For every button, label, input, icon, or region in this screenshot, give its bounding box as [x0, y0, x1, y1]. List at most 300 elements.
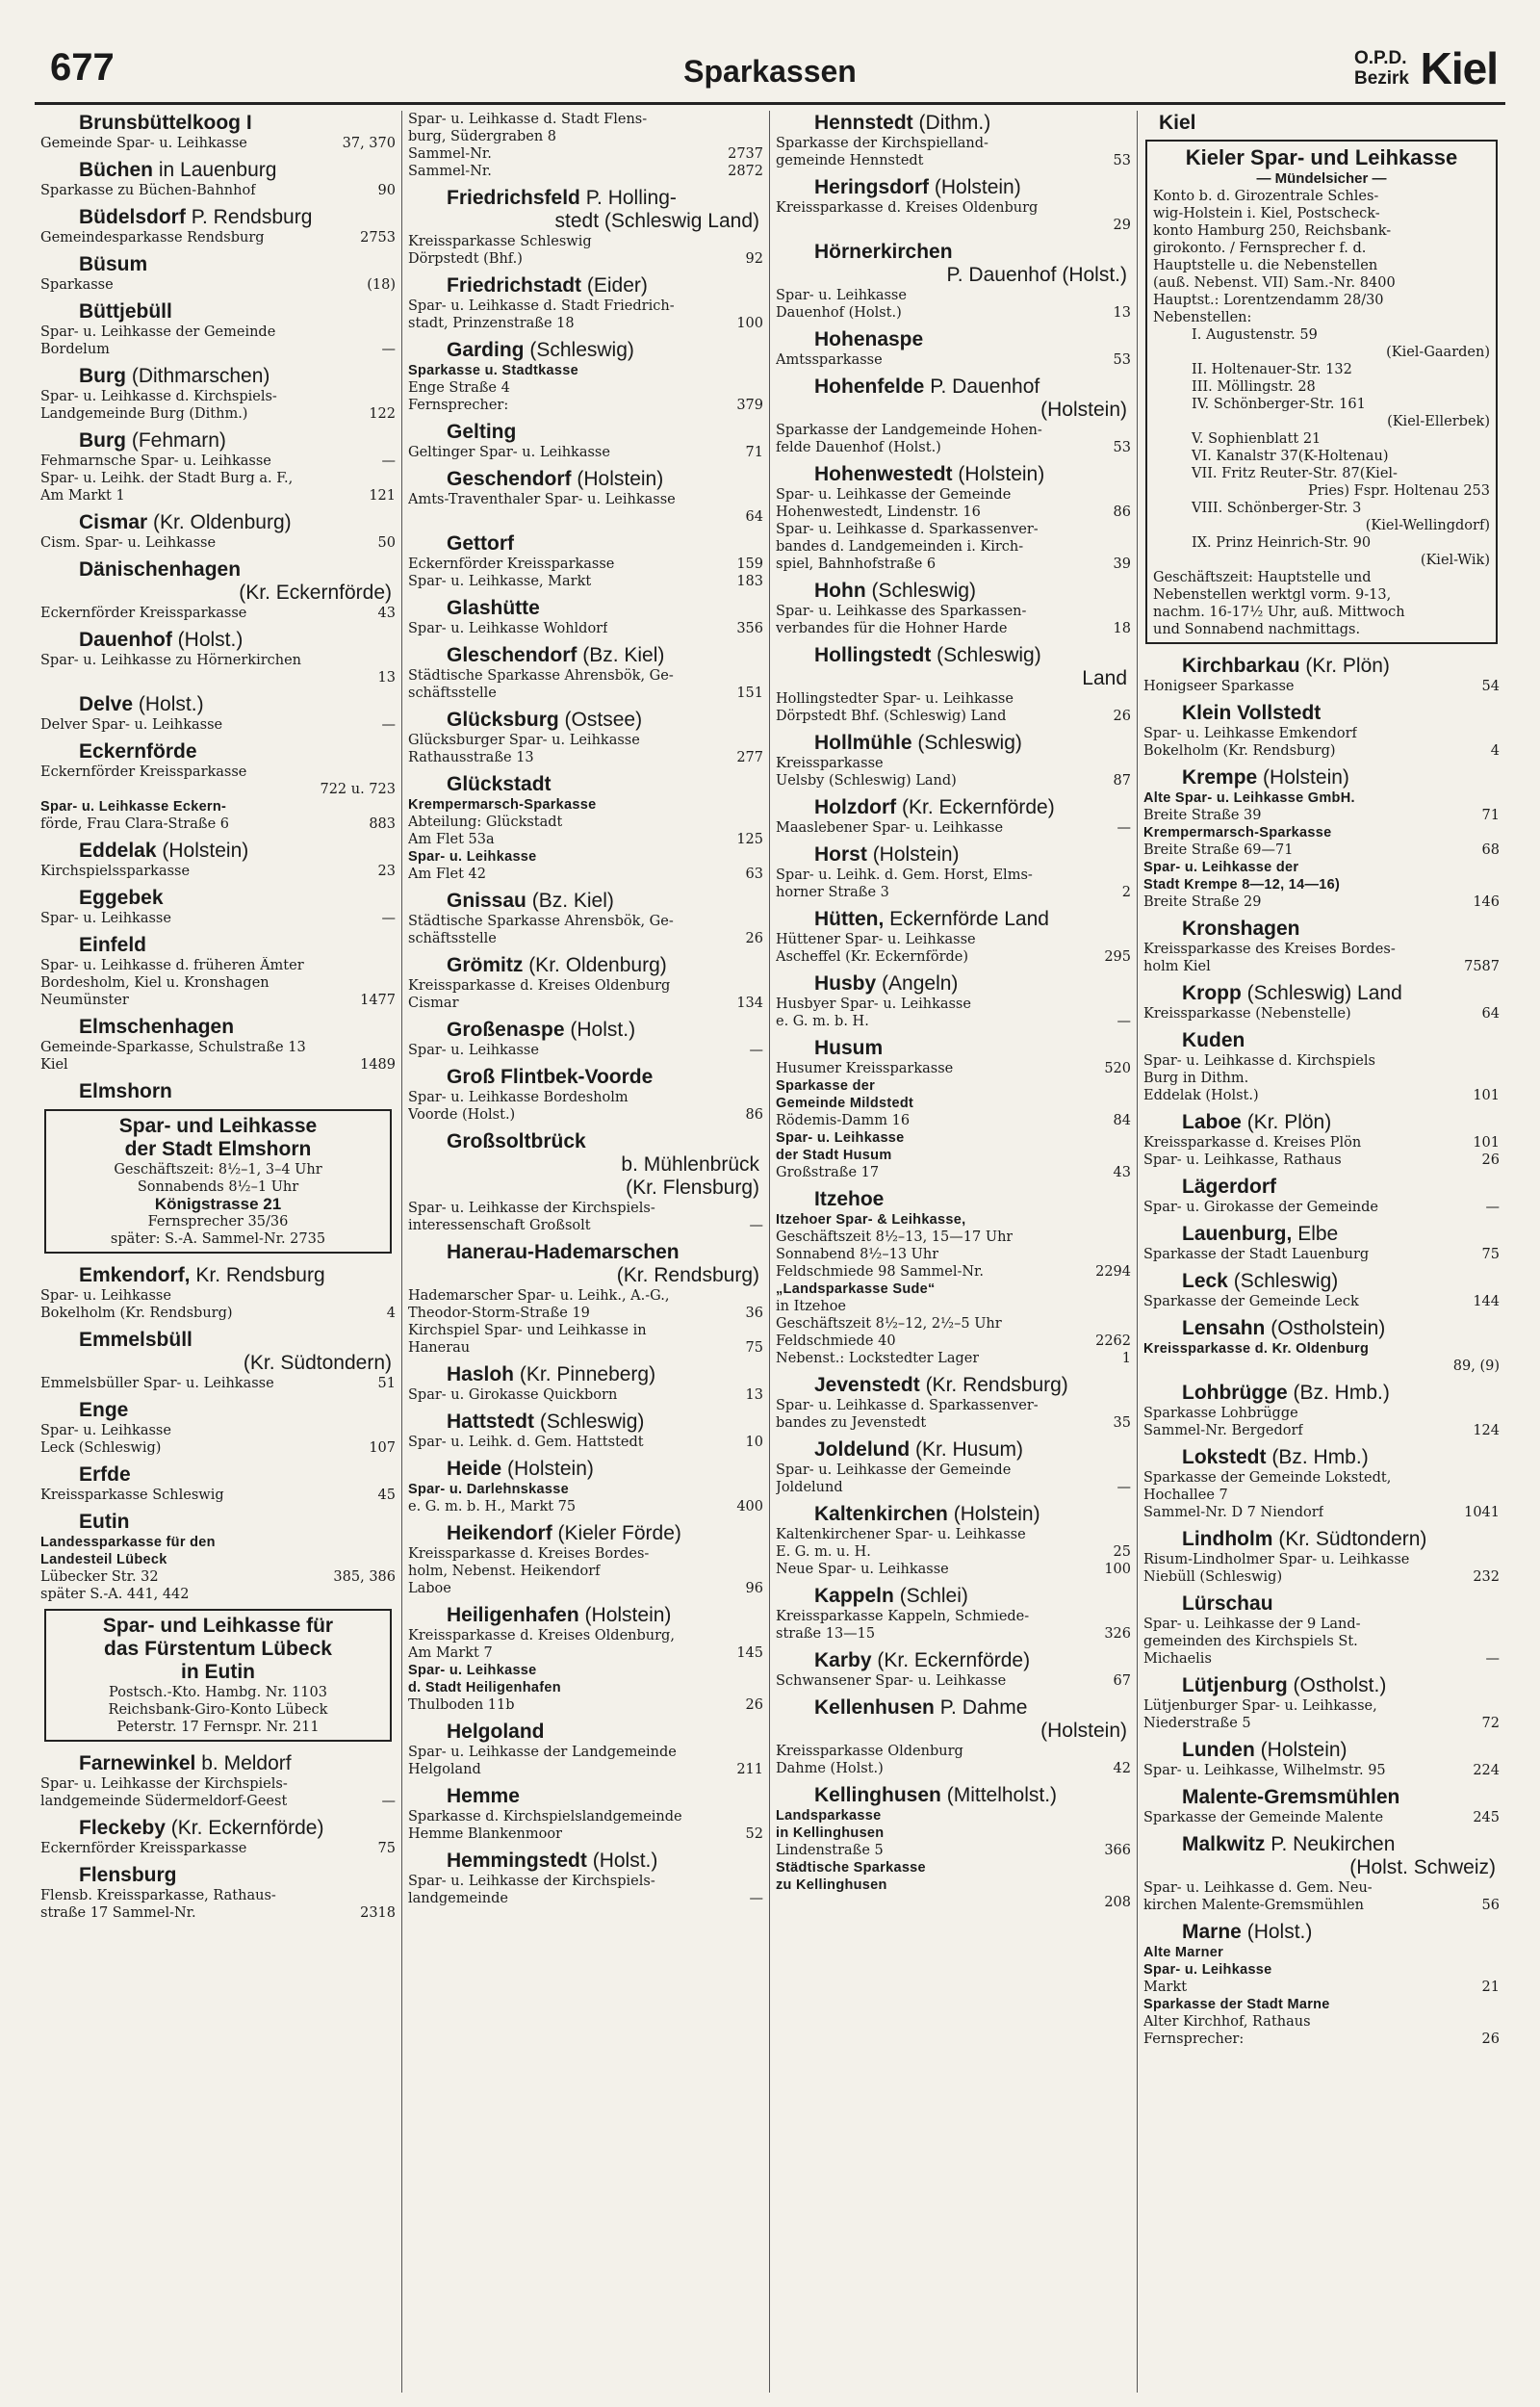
entry-number: 26 [1481, 2032, 1500, 2047]
entry-line [1143, 807, 1500, 824]
place-qualifier: (Holstein) [953, 1503, 1040, 1525]
advert-line: (auß. Nebenst. VII) Sam.-Nr. 8400 [1153, 275, 1396, 291]
list-item [776, 1036, 1131, 1181]
entry-line [408, 397, 763, 414]
place-name [408, 338, 763, 362]
place-name [40, 1015, 396, 1039]
entry-text: Landessparkasse für den [40, 1535, 216, 1550]
place-title: Emkendorf, [79, 1264, 191, 1286]
place-name [408, 708, 763, 732]
place-name [40, 739, 396, 764]
entry-line [40, 470, 396, 487]
place-name [1143, 701, 1500, 725]
entry-line [776, 884, 1131, 901]
entry-text: Fernsprecher: [408, 398, 509, 413]
entry-text: Eckernförder Kreissparkasse [40, 606, 247, 621]
place-qualifier: Land [1082, 667, 1127, 689]
list-item [40, 692, 396, 734]
branch-line: Pries) Fspr. Holtenau 253 [1308, 483, 1490, 499]
place-title: Großsoltbrück [447, 1130, 586, 1152]
place-name [1143, 1110, 1500, 1134]
entry-text: gemeinden des Kirchspiels St. [1143, 1634, 1358, 1649]
place-name [776, 240, 1131, 264]
place-name [776, 375, 1131, 399]
entry-line [1143, 1633, 1500, 1650]
entry-line [408, 1761, 763, 1778]
entry-line [40, 652, 396, 669]
place-name [776, 327, 1131, 351]
entry-line [408, 1386, 763, 1404]
entry-text: Glücksburger Spar- u. Leihkasse [408, 733, 640, 748]
entry-text: Spar- u. Leihkasse [1143, 1962, 1272, 1978]
place-qualifier: P. Rendsburg [191, 206, 313, 228]
entry-text: Neumünster [40, 993, 129, 1008]
entry-line [40, 453, 396, 470]
list-item [1143, 1381, 1500, 1439]
entry-line [776, 1315, 1131, 1333]
entry-line [776, 1876, 1131, 1894]
entry-text: Spar- u. Leihkasse d. Stadt Friedrich- [408, 298, 675, 314]
branch-line: III. Möllingstr. 28 [1192, 379, 1316, 395]
page-number: 677 [50, 46, 115, 89]
list-item [408, 1362, 763, 1404]
entry-line [776, 1526, 1131, 1543]
entry-line [408, 1873, 763, 1890]
entry-number: 4 [386, 1306, 396, 1321]
entry-number: 72 [1481, 1716, 1500, 1731]
entry-text: straße 13—15 [776, 1626, 876, 1642]
entry-line [408, 831, 763, 848]
place-qualifier: (Holstein) [584, 1604, 672, 1626]
place-title: Garding [447, 339, 525, 361]
entry-line [1143, 1422, 1500, 1439]
list-item [776, 731, 1131, 789]
entry-line [776, 708, 1131, 725]
entry-line [408, 145, 763, 163]
entry-line [40, 341, 396, 358]
entry-number: 385, 386 [333, 1569, 396, 1585]
entry-text: Lindenstraße 5 [776, 1843, 884, 1858]
list-item [40, 252, 396, 294]
entry-text: später S.-A. 441, 442 [40, 1587, 190, 1602]
place-name [40, 1263, 396, 1287]
place-qualifier: (Schleswig) [917, 732, 1022, 754]
place-qualifier: (Holst.) [177, 629, 244, 651]
entry-line [776, 1760, 1131, 1777]
entry-line [408, 732, 763, 749]
entry-text: schäftsstelle [408, 931, 497, 946]
entry-line [408, 128, 763, 145]
entry-text: holm Kiel [1143, 959, 1211, 974]
entry-text: verbandes für die Hohner Harde [776, 621, 1008, 636]
entry-line [408, 796, 763, 814]
place-title: Helgoland [447, 1721, 545, 1743]
entry-line [1143, 1358, 1500, 1375]
place-qualifier: (Holstein) [1260, 1739, 1348, 1761]
entry-text: Abteilung: Glückstadt [408, 815, 563, 830]
entry-line [408, 111, 763, 128]
place-title: Krempe [1182, 766, 1258, 789]
entry-number: 71 [1481, 808, 1500, 823]
place-title: Marne [1182, 1921, 1242, 1943]
place-title: Gettorf [447, 532, 514, 555]
place-name [1143, 1673, 1500, 1697]
place-title: Joldelund [814, 1438, 911, 1461]
list-item [408, 273, 763, 332]
entry-text: Laboe [408, 1581, 451, 1596]
list-item [408, 1603, 763, 1714]
entry-text: Nebenst.: Lockstedter Lager [776, 1351, 980, 1366]
place-qualifier: Eckernförde Land [889, 908, 1049, 930]
entry-line [1143, 1961, 1500, 1979]
place-name [40, 933, 396, 957]
entry-text: Spar- u. Darlehnskasse [408, 1482, 569, 1497]
place-name [776, 1437, 1131, 1462]
place-title: Gelting [447, 421, 517, 443]
list-item [408, 1784, 763, 1843]
advert-title: in Eutin [181, 1661, 255, 1683]
place-name [40, 1510, 396, 1534]
place-name [40, 557, 396, 582]
place-qualifier: (Angeln) [882, 972, 959, 995]
place-name [776, 842, 1131, 867]
entry-line [408, 1217, 763, 1234]
column-2 [402, 111, 770, 2393]
list-item [40, 1816, 396, 1857]
place-title: Hennstedt [814, 112, 913, 134]
place-title: Büchen [79, 159, 154, 181]
entry-line [408, 163, 763, 180]
place-qualifier: (Bz. Kiel) [531, 890, 614, 912]
entry-text: Joldelund [776, 1480, 843, 1495]
entry-number: 64 [745, 509, 763, 525]
list-item [40, 933, 396, 1009]
list-item [776, 1437, 1131, 1496]
entry-number: 56 [1481, 1898, 1500, 1913]
entry-number: 13 [377, 670, 396, 686]
place-name [1143, 765, 1500, 789]
entry-text: Gemeinde-Sparkasse, Schulstraße 13 [40, 1040, 306, 1055]
place-name [776, 111, 1131, 135]
entry-text: Niebüll (Schleswig) [1143, 1569, 1283, 1585]
entry-text: Hemme Blankenmoor [408, 1826, 563, 1842]
place-name [776, 795, 1131, 819]
entry-number: 379 [736, 398, 763, 413]
entry-line [408, 1890, 763, 1907]
entry-text: Hanerau [408, 1340, 471, 1356]
entry-line [408, 1434, 763, 1451]
entry-text: Bokelholm (Kr. Rendsburg) [40, 1306, 233, 1321]
entry-number: 37, 370 [342, 136, 396, 151]
list-item [776, 795, 1131, 837]
place-name [408, 1018, 763, 1042]
place-name [776, 971, 1131, 996]
entry-line [1143, 1246, 1500, 1263]
place-title: Gnissau [447, 890, 526, 912]
place-qualifier: P. Dauenhof [930, 375, 1040, 398]
place-qualifier: (Holstein) [1040, 399, 1127, 421]
place-title: Klein Vollstedt [1182, 702, 1322, 724]
entry-number: 2753 [360, 230, 396, 246]
entry-text: Spar- u. Leihkasse [776, 1130, 905, 1146]
entry-number: 23 [377, 864, 396, 879]
entry-text: Sparkasse der Stadt Lauenburg [1143, 1247, 1370, 1262]
entry-line [40, 1793, 396, 1810]
place-name [40, 692, 396, 716]
place-name [40, 252, 396, 276]
entry-line [1143, 742, 1500, 760]
entry-text: Kaltenkirchener Spar- u. Leihkasse [776, 1527, 1026, 1542]
entry-text: Sparkasse der Gemeinde Lokstedt, [1143, 1470, 1392, 1486]
entry-line [40, 1056, 396, 1074]
page-header [35, 39, 1505, 105]
entry-line [776, 948, 1131, 966]
entry-line [408, 1662, 763, 1679]
entry-line [1143, 1152, 1500, 1169]
entry-line [776, 1807, 1131, 1825]
entry-line [776, 1095, 1131, 1112]
place-title: Friedrichsfeld [447, 187, 580, 209]
entry-line [408, 298, 763, 315]
place-title: Husum [814, 1037, 884, 1059]
list-item [408, 1410, 763, 1451]
entry-text: Kreissparkasse d. Kreises Oldenburg [408, 978, 671, 994]
entry-line [776, 1672, 1131, 1690]
entry-text: Spar- u. Leihkasse der Gemeinde [40, 324, 276, 340]
entry-line [40, 1375, 396, 1392]
entry-text: Rathausstraße 13 [408, 750, 534, 765]
entry-text: Schwansener Spar- u. Leihkasse [776, 1673, 1007, 1689]
entry-text: landgemeinde Südermeldorf-Geest [40, 1794, 288, 1809]
entry-text: Geltinger Spar- u. Leihkasse [408, 445, 610, 460]
place-qualifier: (Schleswig) [539, 1411, 645, 1433]
entry-number: — [749, 1218, 763, 1233]
entry-text: Krempermarsch-Sparkasse [408, 797, 597, 813]
place-name [408, 1720, 763, 1744]
place-name [1143, 1381, 1500, 1405]
entry-text: Spar- u. Leihkasse, Rathaus [1143, 1152, 1342, 1168]
list-item [1143, 1175, 1500, 1216]
entry-line [40, 815, 396, 833]
entry-text: straße 17 Sammel-Nr. [40, 1905, 196, 1921]
list-item [1143, 981, 1500, 1022]
entry-number: 29 [1113, 218, 1131, 233]
entry-line [1143, 1979, 1500, 1996]
list-item [776, 1187, 1131, 1367]
list-item [408, 420, 763, 461]
place-name [776, 1036, 1131, 1060]
entry-text: Am Markt 7 [408, 1645, 493, 1661]
list-item [40, 364, 396, 423]
place-name [40, 1751, 396, 1775]
entry-text: Kreissparkasse d. Kreises Oldenburg, [408, 1628, 675, 1643]
entry-line [408, 1287, 763, 1305]
list-item [1143, 1738, 1500, 1779]
place-qualifier: (Ostholstein) [1270, 1317, 1386, 1339]
entry-text: Kreissparkasse (Nebenstelle) [1143, 1006, 1351, 1022]
entry-line [776, 1211, 1131, 1229]
entry-text: Sonnabend 8½–13 Uhr [776, 1247, 939, 1262]
entry-number: — [381, 453, 396, 469]
entry-number: 35 [1113, 1415, 1131, 1431]
advert-line: Königstrasse 21 [154, 1195, 282, 1213]
entry-number: 2872 [728, 164, 763, 179]
entry-number: 2262 [1095, 1333, 1131, 1349]
list-item [40, 111, 396, 152]
place-title: Karby [814, 1649, 872, 1671]
place-name [776, 579, 1131, 603]
entry-line [1143, 789, 1500, 807]
entry-number: 722 u. 723 [320, 782, 396, 797]
entry-text: Bordesholm, Kiel u. Kronshagen [40, 975, 270, 991]
entry-line [776, 1112, 1131, 1129]
list-item [776, 643, 1131, 725]
place-title: Husby [814, 972, 877, 995]
entry-line [776, 1298, 1131, 1315]
entry-text: Burg in Dithm. [1143, 1071, 1249, 1086]
place-name [1143, 917, 1500, 941]
list-item [40, 1863, 396, 1922]
entry-text: felde Dauenhof (Holst.) [776, 440, 941, 455]
entry-number: (18) [367, 277, 396, 293]
entry-line [408, 362, 763, 379]
entry-number: 1489 [360, 1057, 396, 1073]
place-qualifier: (Dithmarschen) [131, 365, 270, 387]
list-item [1143, 1269, 1500, 1310]
place-name [776, 1783, 1131, 1807]
place-title: Hanerau-Hademarschen [447, 1241, 680, 1263]
entry-line [776, 1013, 1131, 1030]
entry-number: 75 [745, 1340, 763, 1356]
entry-number: 366 [1104, 1843, 1131, 1858]
entry-line [408, 1679, 763, 1696]
list-item [40, 510, 396, 552]
place-qualifier: (Holstein) [934, 176, 1021, 198]
place-name [408, 1849, 763, 1873]
entry-line [40, 405, 396, 423]
entry-text: Leck (Schleswig) [40, 1440, 162, 1456]
place-name [776, 1695, 1131, 1720]
entry-line [408, 848, 763, 866]
place-name [1143, 1592, 1500, 1616]
entry-number: — [1485, 1200, 1500, 1215]
place-qualifier: P. Dauenhof (Holst.) [946, 264, 1127, 286]
entry-line [776, 135, 1131, 152]
place-qualifier: (Holst. Schweiz) [1349, 1856, 1496, 1878]
entry-text: Amtssparkasse [776, 352, 883, 368]
place-title: Brunsbüttelkoog I [79, 112, 252, 134]
list-item [408, 1849, 763, 1907]
place-qualifier: (Holst.) [1246, 1921, 1313, 1943]
entry-number: 146 [1473, 894, 1500, 910]
entry-text: Honigseer Sparkasse [1143, 679, 1295, 694]
list-item [776, 1373, 1131, 1432]
entry-line [776, 1281, 1131, 1298]
list-item [40, 886, 396, 927]
place-title: Delve [79, 693, 134, 715]
entry-text: Ascheffel (Kr. Eckernförde) [776, 949, 969, 965]
entry-number: 245 [1473, 1810, 1500, 1825]
entry-line [776, 1333, 1131, 1350]
entry-line [776, 996, 1131, 1013]
entry-text: Enge Straße 4 [408, 380, 510, 396]
entry-text: Sammel-Nr. [408, 164, 492, 179]
entry-number: 107 [369, 1440, 396, 1456]
entry-number: 92 [745, 251, 763, 267]
list-item [408, 531, 763, 590]
entry-text: Stadt Krempe 8—12, 14—16) [1143, 877, 1341, 893]
place-title: Lütjenburg [1182, 1674, 1288, 1696]
entry-text: d. Stadt Heiligenhafen [408, 1680, 561, 1695]
entry-text: Spar- u. Leihkasse d. Gem. Neu- [1143, 1880, 1373, 1896]
column-4 [1138, 111, 1505, 2393]
place-qualifier: (Bz. Hmb.) [1271, 1446, 1369, 1468]
place-title: Großenaspe [447, 1019, 565, 1041]
place-title: Geschendorf [447, 468, 572, 490]
place-qualifier: (Holstein) [507, 1458, 594, 1480]
entry-text: Husbyer Spar- u. Leihkasse [776, 996, 971, 1012]
entry-text: Hüttener Spar- u. Leihkasse [776, 932, 976, 947]
entry-line [776, 538, 1131, 556]
entry-line [1143, 1199, 1500, 1216]
list-item [408, 596, 763, 637]
place-qualifier: (Kr. Eckernförde) [239, 582, 392, 604]
entry-line [776, 1625, 1131, 1643]
advert-line: Postsch.-Kto. Hambg. Nr. 1103 [109, 1685, 327, 1700]
branch-line: IV. Schönberger-Str. 161 [1192, 397, 1366, 412]
entry-text: Thulboden 11b [408, 1697, 515, 1713]
entry-line [1143, 1005, 1500, 1022]
entry-text: Cismar [408, 996, 459, 1011]
place-name [776, 1373, 1131, 1397]
entry-line [1143, 958, 1500, 975]
entry-text: e. G. m. b. H. [776, 1014, 869, 1029]
place-title: Lindholm [1182, 1528, 1273, 1550]
list-item [776, 240, 1131, 322]
entry-number: 125 [736, 832, 763, 847]
place-name [408, 1065, 763, 1089]
entry-number: 26 [745, 1697, 763, 1713]
entry-line [1143, 1944, 1500, 1961]
place-qualifier: (Kr. Eckernförde) [902, 796, 1055, 818]
place-name [1143, 1785, 1500, 1809]
advert-title: Kieler Spar- und Leihkasse [1185, 145, 1458, 169]
place-qualifier: (Kr. Südtondern) [1278, 1528, 1427, 1550]
entry-number: 26 [1113, 709, 1131, 724]
entry-line [408, 995, 763, 1012]
list-item [40, 1510, 396, 1603]
entry-text: interessenschaft Großsolt [408, 1218, 591, 1233]
entry-text: Spar- u. Leihk. der Stadt Burg a. F., [40, 471, 294, 486]
list-item [408, 1240, 763, 1357]
entry-text: Spar- u. Leihk. d. Gem. Hattstedt [408, 1435, 644, 1450]
place-title: Lensahn [1182, 1317, 1266, 1339]
place-title: Dänischenhagen [79, 558, 242, 581]
entry-line [776, 1129, 1131, 1147]
entry-line [1143, 1293, 1500, 1310]
place-title: Friedrichstadt [447, 274, 582, 297]
entry-text: Kirchspiel Spar- und Leihkasse in [408, 1323, 647, 1338]
place-title: Hohenfelde [814, 375, 925, 398]
place-name [40, 1079, 396, 1103]
entry-text: Itzehoer Spar- & Leihkasse, [776, 1212, 966, 1228]
region-label: Kiel [1420, 43, 1498, 93]
entry-line [776, 1462, 1131, 1479]
entry-text: Spar- u. Girokasse der Gemeinde [1143, 1200, 1378, 1215]
entry-text: Hohenwestedt, Lindenstr. 16 [776, 505, 981, 520]
entry-line [776, 217, 1131, 234]
entry-number: 4 [1490, 743, 1500, 759]
